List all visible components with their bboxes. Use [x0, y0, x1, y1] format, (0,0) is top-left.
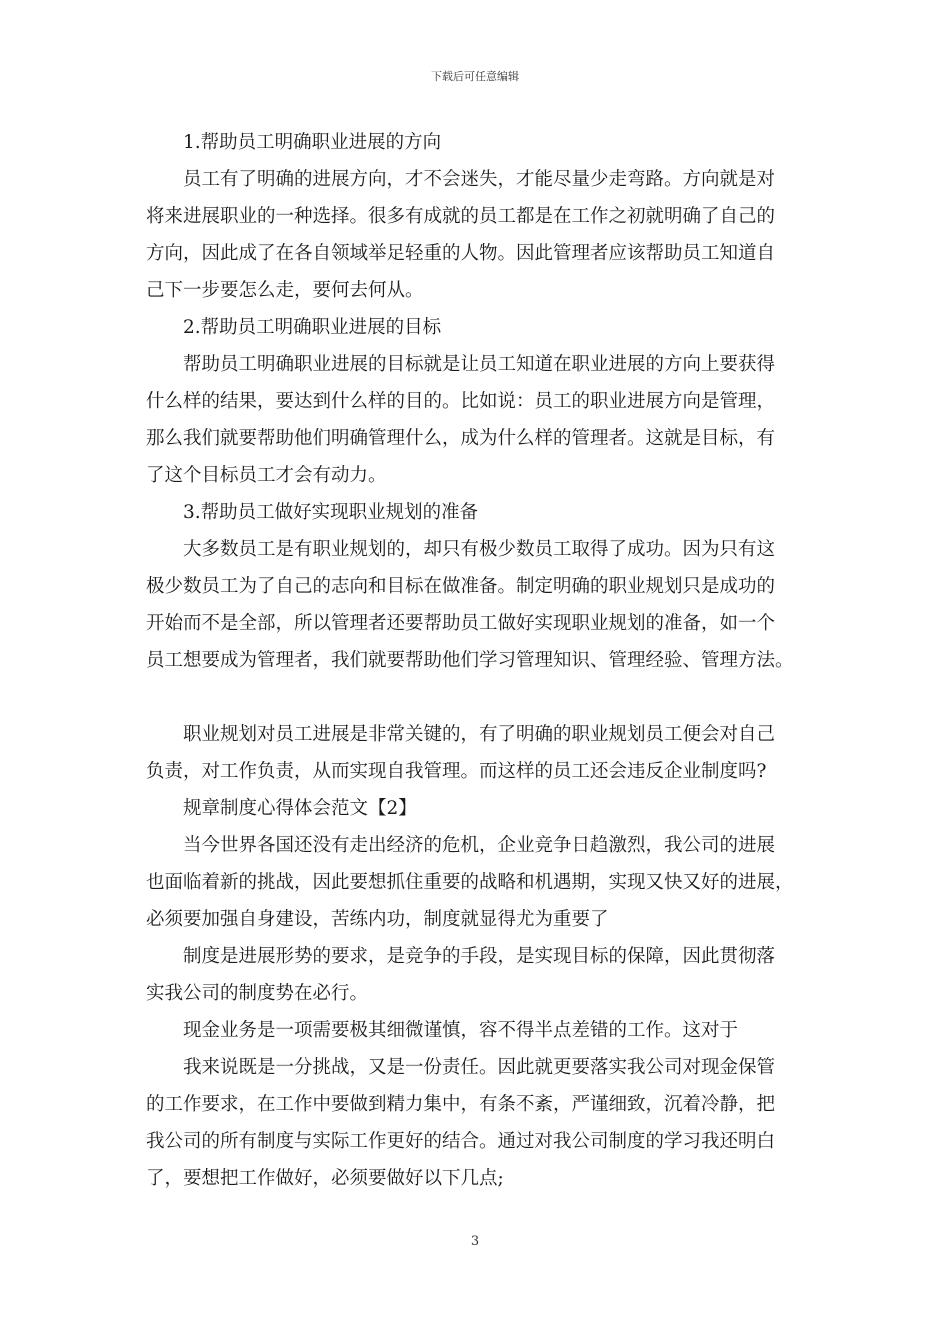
paragraph-line: 负责，对工作负责，从而实现自我管理。而这样的员工还会违反企业制度吗?: [146, 761, 767, 782]
paragraph-line: 必须要加强自身建设，苦练内功，制度就显得尤为重要了: [146, 909, 609, 930]
paragraph-line: 开始而不是全部，所以管理者还要帮助员工做好实现职业规划的准备，如一个: [146, 613, 776, 634]
paragraph-line: 职业规划对员工进展是非常关键的，有了明确的职业规划员工便会对自己: [183, 724, 776, 745]
section-title: 规章制度心得体会范文【2】: [183, 798, 417, 819]
paragraph-line: 当今世界各国还没有走出经济的危机，企业竞争日趋激烈，我公司的进展: [183, 835, 776, 856]
body-text: [146, 124, 818, 1197]
paragraph-line: 帮助员工明确职业进展的目标就是让员工知道在职业进展的方向上要获得: [183, 354, 776, 375]
heading-3: 3.帮助员工做好实现职业规划的准备: [183, 502, 479, 523]
paragraph-line: 员工想要成为管理者，我们就要帮助他们学习管理知识、管理经验、管理方法。: [146, 650, 794, 671]
paragraph-line: 的工作要求，在工作中要做到精力集中，有条不紊，严谨细致，沉着冷静，把: [146, 1094, 776, 1115]
paragraph-line: 实我公司的制度势在必行。: [146, 983, 369, 1004]
heading-2: 2.帮助员工明确职业进展的目标: [183, 317, 442, 338]
paragraph-line: 现金业务是一项需要极其细微谨慎，容不得半点差错的工作。这对于: [183, 1020, 739, 1041]
heading-1: 1.帮助员工明确职业进展的方向: [183, 132, 442, 153]
paragraph-line: 那么我们就要帮助他们明确管理什么，成为什么样的管理者。这就是目标，有: [146, 428, 776, 449]
paragraph-line: 我来说既是一分挑战，又是一份责任。因此就更要落实我公司对现金保管: [183, 1057, 776, 1078]
paragraph-line: 也面临着新的挑战，因此要想抓住重要的战略和机遇期，实现又快又好的进展，: [146, 872, 794, 893]
paragraph-line: 将来进展职业的一种选择。很多有成就的员工都是在工作之初就明确了自己的: [146, 206, 776, 227]
paragraph-line: 什么样的结果，要达到什么样的目的。比如说：员工的职业进展方向是管理，: [146, 391, 776, 412]
paragraph-line: 极少数员工为了自己的志向和目标在做准备。制定明确的职业规划只是成功的: [146, 576, 776, 597]
paragraph-line: 员工有了明确的进展方向，才不会迷失，才能尽量少走弯路。方向就是对: [183, 169, 776, 190]
blank-line: [146, 679, 818, 716]
page-number: 3: [470, 1234, 480, 1249]
paragraph-line: 己下一步要怎么走，要何去何从。: [146, 280, 424, 301]
paragraph-line: 制度是进展形势的要求，是竞争的手段，是实现目标的保障，因此贯彻落: [183, 946, 776, 967]
header-note: 下载后可任意编辑: [431, 70, 519, 83]
paragraph-line: 了这个目标员工才会有动力。: [146, 465, 387, 486]
paragraph-line: 了，要想把工作做好，必须要做好以下几点;: [146, 1168, 504, 1189]
paragraph-line: 方向，因此成了在各自领域举足轻重的人物。因此管理者应该帮助员工知道自: [146, 243, 776, 264]
paragraph-line: 大多数员工是有职业规划的，却只有极少数员工取得了成功。因为只有这: [183, 539, 776, 560]
paragraph-line: 我公司的所有制度与实际工作更好的结合。通过对我公司制度的学习我还明白: [146, 1131, 776, 1152]
